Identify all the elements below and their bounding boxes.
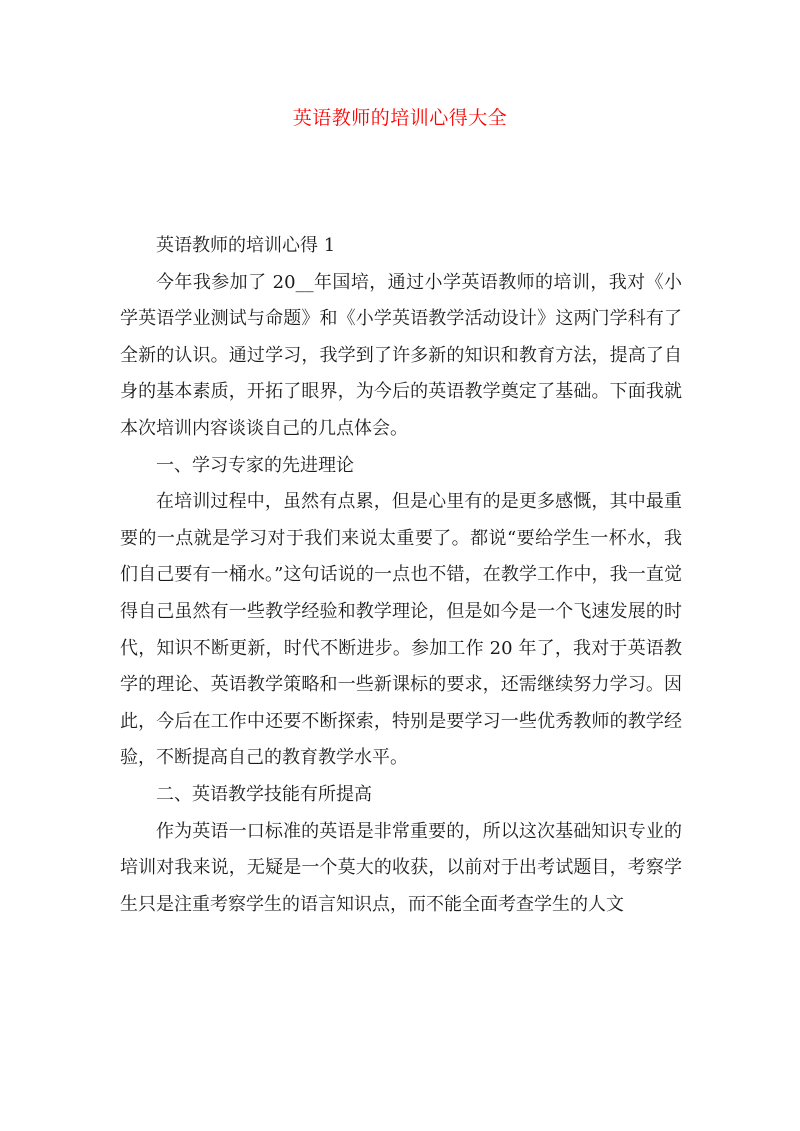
document-title: 英语教师的培训心得大全 — [292, 107, 508, 129]
paragraph-intro: 今年我参加了 20__年国培，通过小学英语教师的培训，我对《小学英语学业测试与命题》和《小学英语教学活动设计》这两门学科有了全新的认识。通过学习，我学到了许多新的知识和教育方法，提高了自身的基本素质，开拓了眼界，为今后的英语教学奠定了基础。下面我就本次培训内容谈谈自己的几点体会。 — [120, 271, 682, 439]
paragraph-standard-english: 作为英语一口标准的英语是非常重要的，所以这次基础知识专业的培训对我来说，无疑是一个莫大的收获，以前对于出考试题目，考察学生只是注重考察学生的语言知识点，而不能全面考查学生的人文 — [120, 820, 682, 915]
document-body — [120, 228, 682, 923]
section-title: 英语教师的培训心得 1 — [156, 235, 336, 256]
paragraph-training-process: 在培训过程中，虽然有点累，但是心里有的是更多感慨，其中最重要的一点就是学习对于我们来说太重要了。都说“要给学生一杯水，我们自己要有一桶水。”这句话说的一点也不错，在教学工作中，我一直觉得自己虽然有一些教学经验和教学理论，但是如今是一个飞速发展的时代，知识不断更新，时代不断进步。参加工作 20 年了，我对于英语教学的理论、英语教学策略和一些新课标的要求，还需继续努力学习。因此，今后在工作中还要不断探索，特别是要学习一些优秀教师的教学经验，不断提高自己的教育教学水平。 — [120, 491, 682, 769]
heading-teaching-skills: 二、英语教学技能有所提高 — [156, 783, 372, 805]
heading-expert-theory: 一、学习专家的先进理论 — [156, 454, 354, 476]
